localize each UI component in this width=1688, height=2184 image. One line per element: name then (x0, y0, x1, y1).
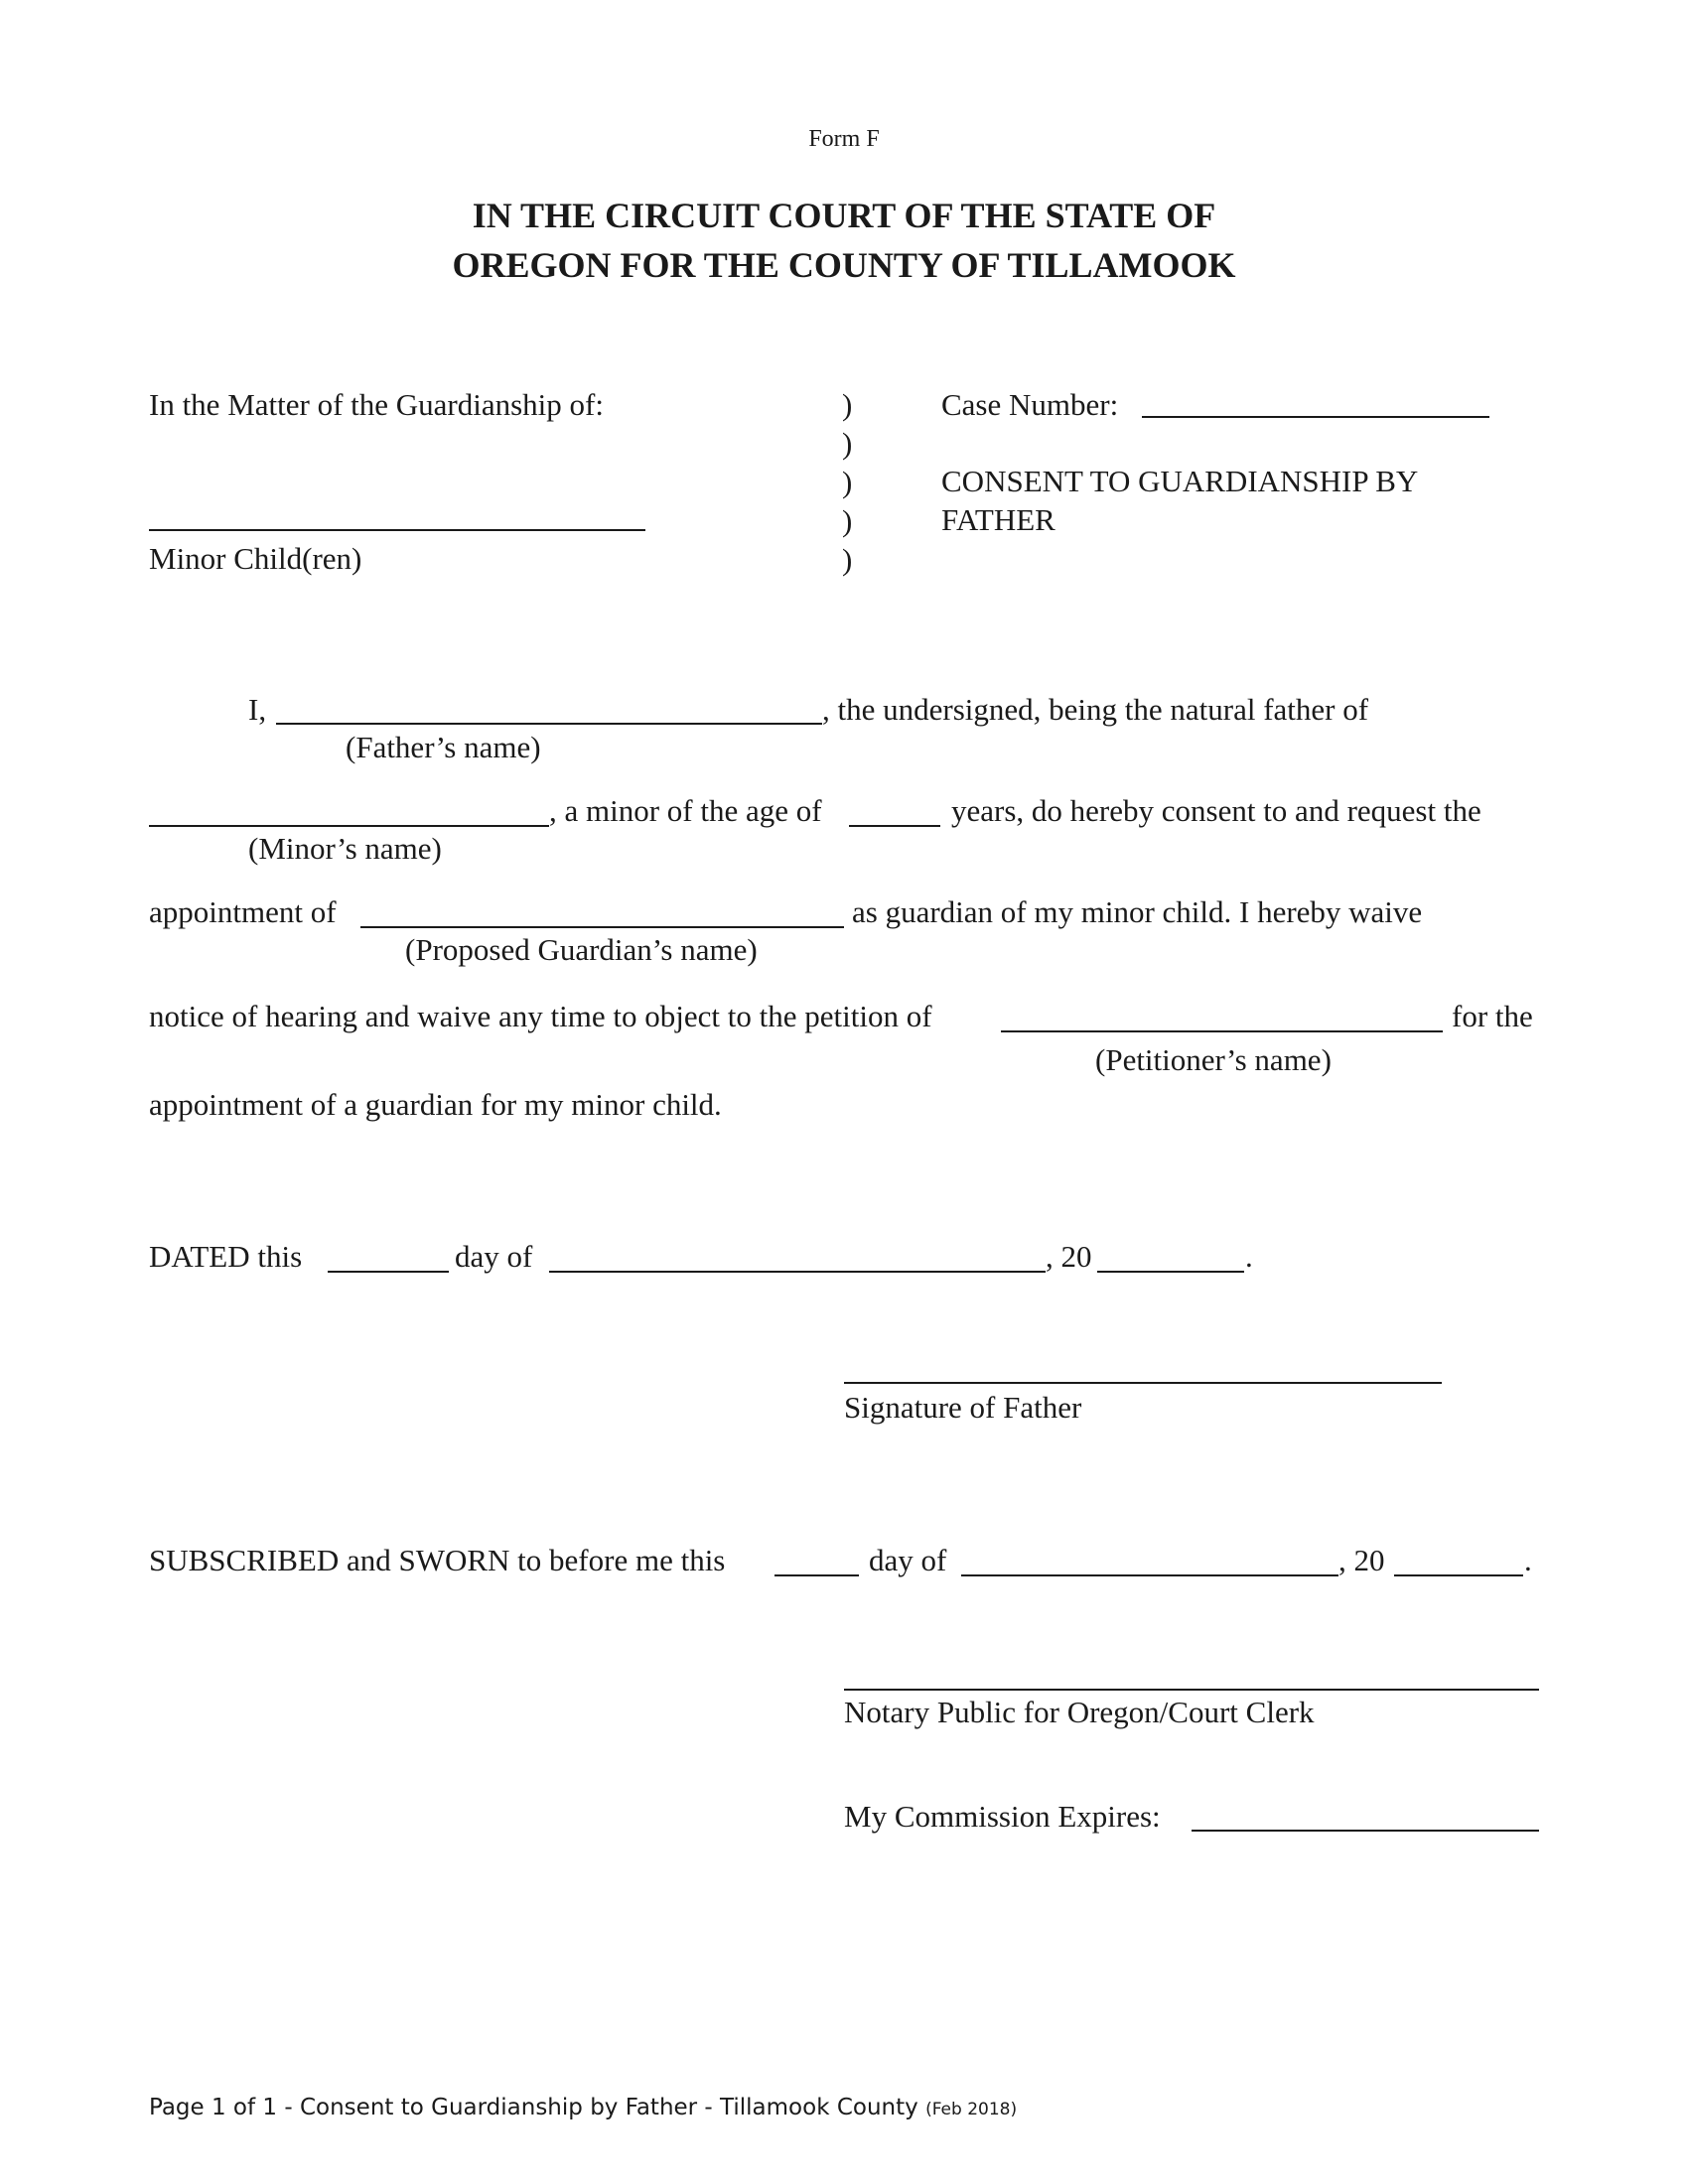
dated-year-prefix: , 20 (1046, 1239, 1092, 1274)
signature-label: Signature of Father (844, 1390, 1082, 1425)
body-line-2-rest: years, do hereby consent to and request the (951, 793, 1481, 828)
document-title-line-1: CONSENT TO GUARDIANSHIP BY (941, 464, 1419, 498)
case-number-label: Case Number: (941, 387, 1119, 422)
footer-text: Page 1 of 1 - Consent to Guardianship by Father - Tillamook County (149, 2095, 918, 2120)
minor-name-field[interactable] (149, 529, 645, 531)
sworn-label: SUBSCRIBED and SWORN to before me this (149, 1543, 726, 1577)
minor-name-line-field[interactable] (149, 825, 549, 827)
body-line-2-mid: , a minor of the age of (549, 793, 822, 828)
proposed-guardian-field[interactable] (360, 926, 844, 928)
dated-day-field[interactable] (328, 1271, 449, 1273)
sworn-end: . (1524, 1543, 1532, 1577)
form-label: Form F (808, 126, 880, 152)
footer-date-note: (Feb 2018) (925, 2100, 1018, 2119)
case-number-field[interactable] (1142, 416, 1489, 418)
petitioner-name-field[interactable] (1001, 1030, 1443, 1032)
body-line-1-rest: , the undersigned, being the natural father of (822, 692, 1369, 727)
dated-year-field[interactable] (1097, 1271, 1244, 1273)
commission-expires-field[interactable] (1192, 1830, 1539, 1832)
father-name-caption: (Father’s name) (346, 730, 541, 764)
caption-paren: ) (842, 387, 853, 422)
body-line-3-start: appointment of (149, 894, 337, 929)
body-i: I, (248, 692, 267, 727)
body-line-3-rest: as guardian of my minor child. I hereby waive (852, 894, 1423, 929)
commission-label: My Commission Expires: (844, 1799, 1161, 1834)
page-footer (149, 2097, 1017, 2119)
sworn-year-prefix: , 20 (1338, 1543, 1385, 1577)
sworn-month-field[interactable] (961, 1574, 1338, 1576)
caption-paren: ) (842, 426, 853, 461)
minor-name-caption: (Minor’s name) (248, 831, 442, 866)
caption-paren: ) (842, 465, 853, 499)
petitioner-name-caption: (Petitioner’s name) (1095, 1042, 1332, 1077)
document-title-line-2: FATHER (941, 502, 1055, 537)
body-line-4-end: for the (1452, 999, 1533, 1033)
minor-child-label: Minor Child(ren) (149, 541, 362, 576)
minor-age-field[interactable] (849, 825, 940, 827)
dated-month-field[interactable] (549, 1271, 1046, 1273)
court-title-line-1: IN THE CIRCUIT COURT OF THE STATE OF (472, 196, 1216, 235)
caption-paren: ) (842, 503, 853, 538)
dated-label: DATED this (149, 1239, 303, 1274)
notary-label: Notary Public for Oregon/Court Clerk (844, 1695, 1315, 1729)
sworn-year-field[interactable] (1394, 1574, 1523, 1576)
court-title-line-2: OREGON FOR THE COUNTY OF TILLAMOOK (452, 245, 1236, 285)
body-line-4-start: notice of hearing and waive any time to object to the petition of (149, 999, 932, 1033)
proposed-guardian-caption: (Proposed Guardian’s name) (405, 932, 758, 967)
matter-label: In the Matter of the Guardianship of: (149, 387, 604, 422)
father-name-field[interactable] (276, 723, 822, 725)
caption-paren: ) (842, 542, 853, 577)
body-line-5: appointment of a guardian for my minor child. (149, 1087, 722, 1122)
father-signature-field[interactable] (844, 1382, 1442, 1384)
dated-day-of: day of (455, 1239, 533, 1274)
sworn-day-of: day of (869, 1543, 947, 1577)
sworn-day-field[interactable] (774, 1574, 859, 1576)
notary-signature-field[interactable] (844, 1689, 1539, 1691)
dated-end: . (1245, 1239, 1253, 1274)
